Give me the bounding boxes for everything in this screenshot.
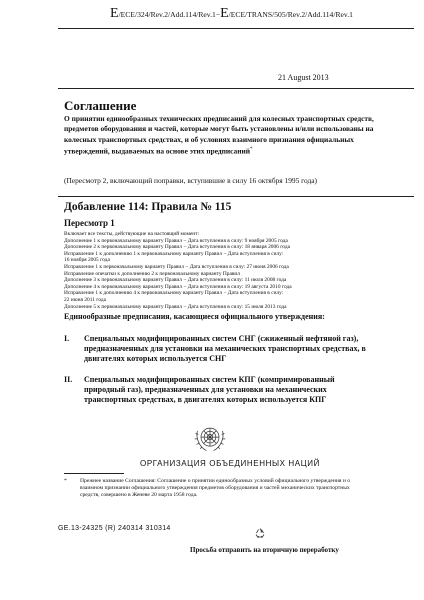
agreement-body xyxy=(64,114,386,157)
list-item: Дополнение 1 к первоначальному варианту Правил − Дата вступления в силу: 9 ноября 2005 года xyxy=(64,237,288,244)
part-text: Специальных модифицированных систем КПГ (компримированный природный газ), предназначенных для установки на механических транспортных средствах, в двигателях которых используется КПГ xyxy=(84,375,335,404)
agreement-body-text: О принятии единообразных технических предписаний для колесных транспортных средств, предметов оборудования и частей, которые могут быть установлены и/или использованы на колесных транспортных средствах, и об условиях взаимного признания официальных утверждений, выдаваемых на основе этих предписаний xyxy=(64,114,374,156)
list-item: Исправление 1 к первоначальному варианту Правил − Дата вступления в силу: 27 июня 2006 года xyxy=(64,263,289,270)
footnote-rule xyxy=(64,473,124,474)
revision-note: (Пересмотр 2, включающий поправки, вступившие в силу 16 октября 1995 года) xyxy=(64,176,317,185)
list-item: Включает все тексты, действующие на настоящий момент: xyxy=(64,231,200,237)
list-item: Исправление опечатки к дополнению 2 к первоначальному варианту Правил xyxy=(64,270,240,277)
recycle-notice: Просьба отправить на вторичную переработку xyxy=(190,546,339,554)
footnote-text: Прежнее название Соглашения: Соглашение о принятии единообразных условий официального утверждения и о взаимном признании официального утверждения предметов оборудования и частей механических транспортных средств, совершено в Женеве 20 марта 1958 года. xyxy=(80,478,351,499)
symbol-left: /ECE/324/Rev.2/Add.114/Rev.1− xyxy=(118,10,221,19)
recycle-icon xyxy=(254,527,266,539)
document-date: 21 August 2013 xyxy=(278,73,329,82)
list-item: Дополнение 5 к первоначальному варианту Правил − Дата вступления в силу: 15 июля 2013 года xyxy=(64,303,287,310)
content-list xyxy=(64,231,394,310)
list-item: Исправление 1 к дополнению 4 к первоначальному варианту Правил − Дата вступления в силу: xyxy=(64,290,284,297)
list-item: Дополнение 3 к первоначальному варианту Правил − Дата вступления в силу: 11 июля 2008 года xyxy=(64,277,287,284)
header-rule xyxy=(58,28,414,29)
document-symbol xyxy=(110,6,410,22)
provision-part-2 xyxy=(64,375,384,415)
list-item: Дополнение 2 к первоначальному варианту Правил − Дата вступления в силу: 18 января 2006 года xyxy=(64,244,290,251)
revision-heading: Пересмотр 1 xyxy=(64,218,115,228)
agreement-title: Соглашение xyxy=(64,98,137,113)
provision-part-1 xyxy=(64,334,384,374)
uniform-provisions-title: Единообразные предписания, касающиеся официального утверждения: xyxy=(64,312,325,321)
section-rule xyxy=(58,196,414,197)
part-number: I. xyxy=(64,334,70,343)
date-rule xyxy=(58,88,414,89)
organization-name: ОРГАНИЗАЦИЯ ОБЪЕДИНЕННЫХ НАЦИЙ xyxy=(140,459,320,468)
job-number: GE.13-24325 (R) 240314 310314 xyxy=(58,525,171,532)
symbol-left-initial: E xyxy=(110,6,119,21)
list-item: 16 ноября 2005 года xyxy=(64,257,110,264)
un-emblem-icon xyxy=(192,420,228,456)
symbol-right: /ECE/TRANS/505/Rev.2/Add.114/Rev.1 xyxy=(228,10,353,19)
list-item: Дополнение 4 к первоначальному варианту Правил − Дата вступления в силу: 19 августа 2010 года xyxy=(64,283,292,290)
part-text: Специальных модифицированных систем СНГ (сжиженный нефтяной газ), предназначенных для установки на механических транспортных средствах, в двигателях которых используется СНГ xyxy=(84,334,366,363)
addendum-title: Добавление 114: Правила № 115 xyxy=(64,201,232,213)
list-item: Исправление 1 к дополнению 1 к первоначальному варианту Правил − Дата вступления в силу: xyxy=(64,250,284,257)
footnote-mark: * xyxy=(64,478,67,484)
footnote-ref: * xyxy=(250,147,253,153)
symbol-right-initial: E xyxy=(220,6,229,21)
list-item: 22 июня 2011 года xyxy=(64,296,107,303)
part-number: II. xyxy=(64,375,73,384)
